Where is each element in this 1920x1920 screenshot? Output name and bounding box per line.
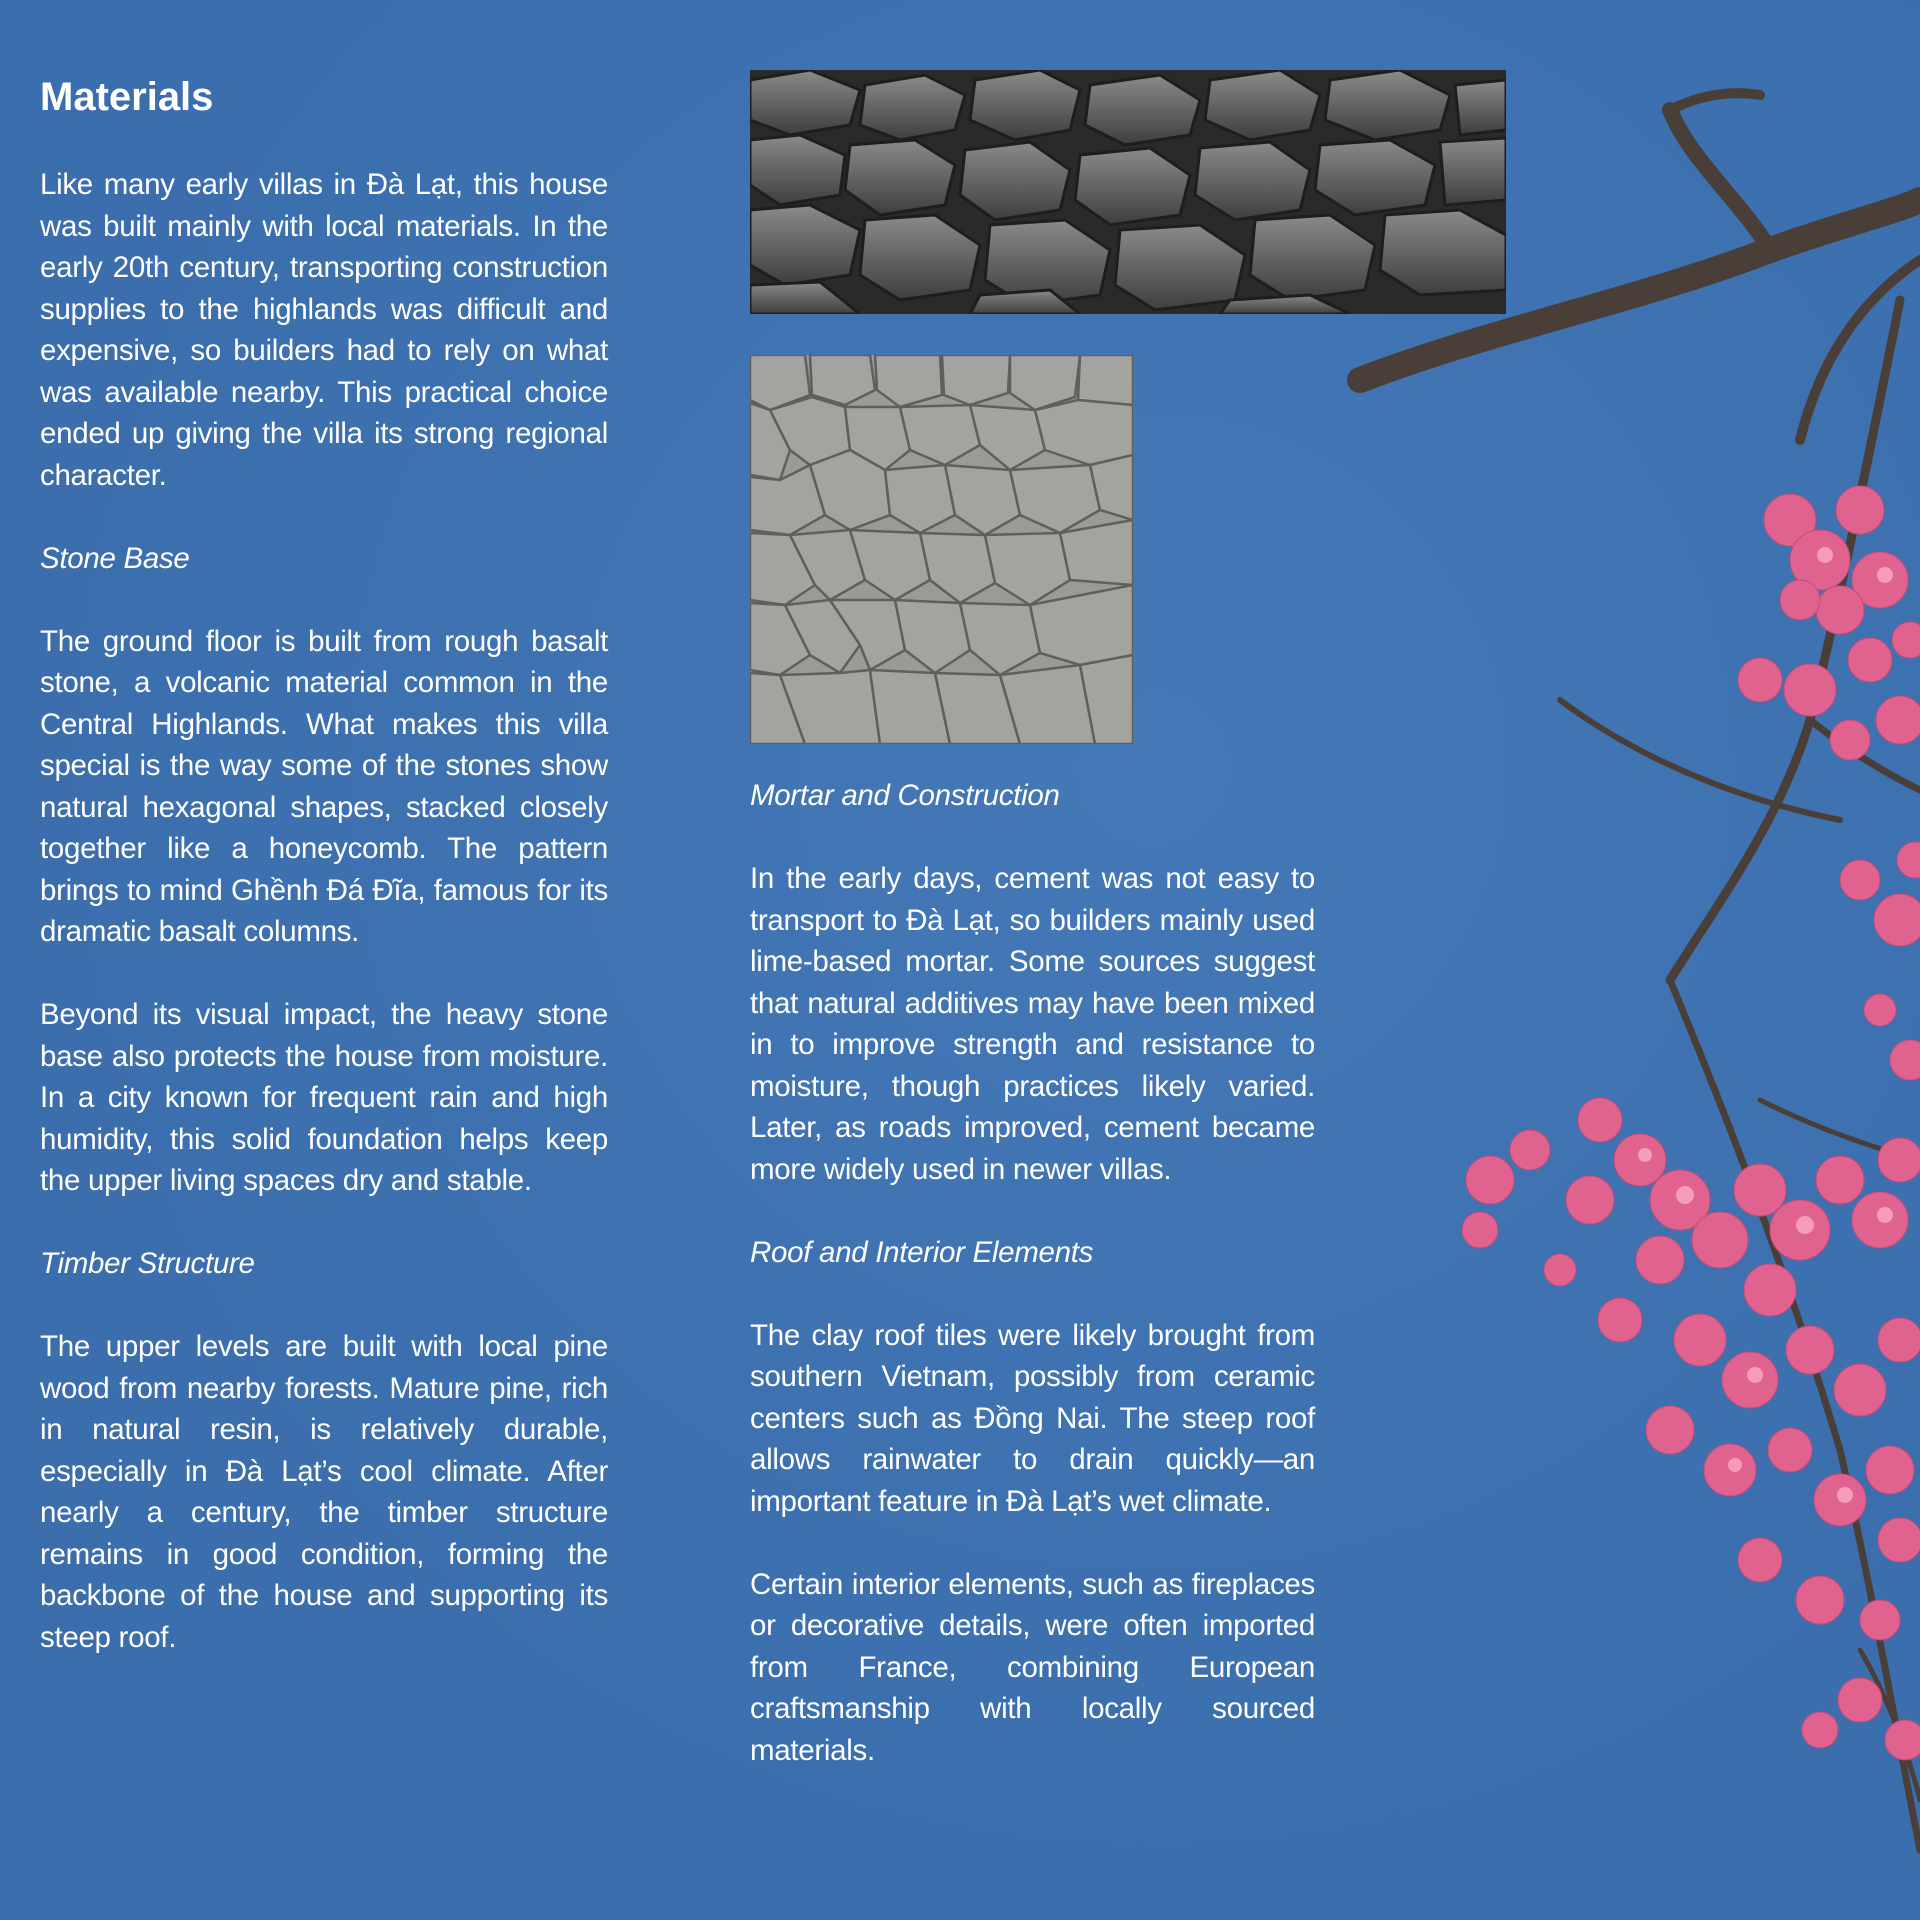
stone-wall-illustration — [750, 355, 1133, 744]
mortar-heading: Mortar and Construction — [750, 779, 1060, 812]
stone-base-paragraph-1: The ground floor is built from rough basalt stone, a volcanic material common in the Central Highlands. What makes this villa special is the way some of the stones show natural hexagonal shapes, stacked closely together like a honeycomb. The pattern brings to mind Ghềnh Đá Đĩa, famous for its dramatic basalt columns. — [40, 624, 608, 948]
stone-base-heading: Stone Base — [40, 541, 190, 575]
intro-paragraph: Like many early villas in Đà Lạt, this house was built mainly with local materials. In the early 20th century, transporting construction supplies to the highlands was difficult and expensive, so builders had to rely on what was available nearby. This practical choice ended up giving the villa its strong regional character. — [40, 168, 608, 492]
timber-structure-paragraph: The upper levels are built with local pine wood from nearby forests. Mature pine, rich in natural resin, is relatively durable, especially in Đà Lạt’s cool climate. After nearly a century, the timber structure remains in good condition, forming the backbone of the house and supporting its steep roof. — [40, 1330, 608, 1654]
cherry-blossom-branch-illustration — [1340, 0, 1920, 1920]
page-title: Materials — [40, 75, 214, 119]
interior-paragraph: Certain interior elements, such as fireplaces or decorative details, were often imported from France, combining European craftsmanship with locally sourced materials. — [750, 1567, 1315, 1767]
left-column — [40, 70, 608, 1658]
timber-structure-heading: Timber Structure — [40, 1247, 255, 1280]
roof-paragraph: The clay roof tiles were likely brought from southern Vietnam, possibly from ceramic centers such as Đồng Nai. The steep roof allows rainwater to drain quickly—an important feature in Đà Lạt’s wet climate. — [750, 1318, 1315, 1518]
stone-wall-photo — [750, 355, 1133, 744]
mortar-paragraph: In the early days, cement was not easy to transport to Đà Lạt, so builders mainly used lime-based mortar. Some sources suggest that natural additives may have been mixed in to improve strength and resistance to moisture, though practices likely varied. Later, as roads improved, cement became more widely used in newer villas. — [750, 862, 1315, 1186]
stone-base-paragraph-2: Beyond its visual impact, the heavy stone base also protects the house from moisture. In a city known for frequent rain and high humidity, this solid foundation helps keep the upper living spaces dry and stable. — [40, 998, 608, 1197]
roof-interior-heading: Roof and Interior Elements — [750, 1235, 1094, 1269]
middle-column — [750, 775, 1315, 1771]
